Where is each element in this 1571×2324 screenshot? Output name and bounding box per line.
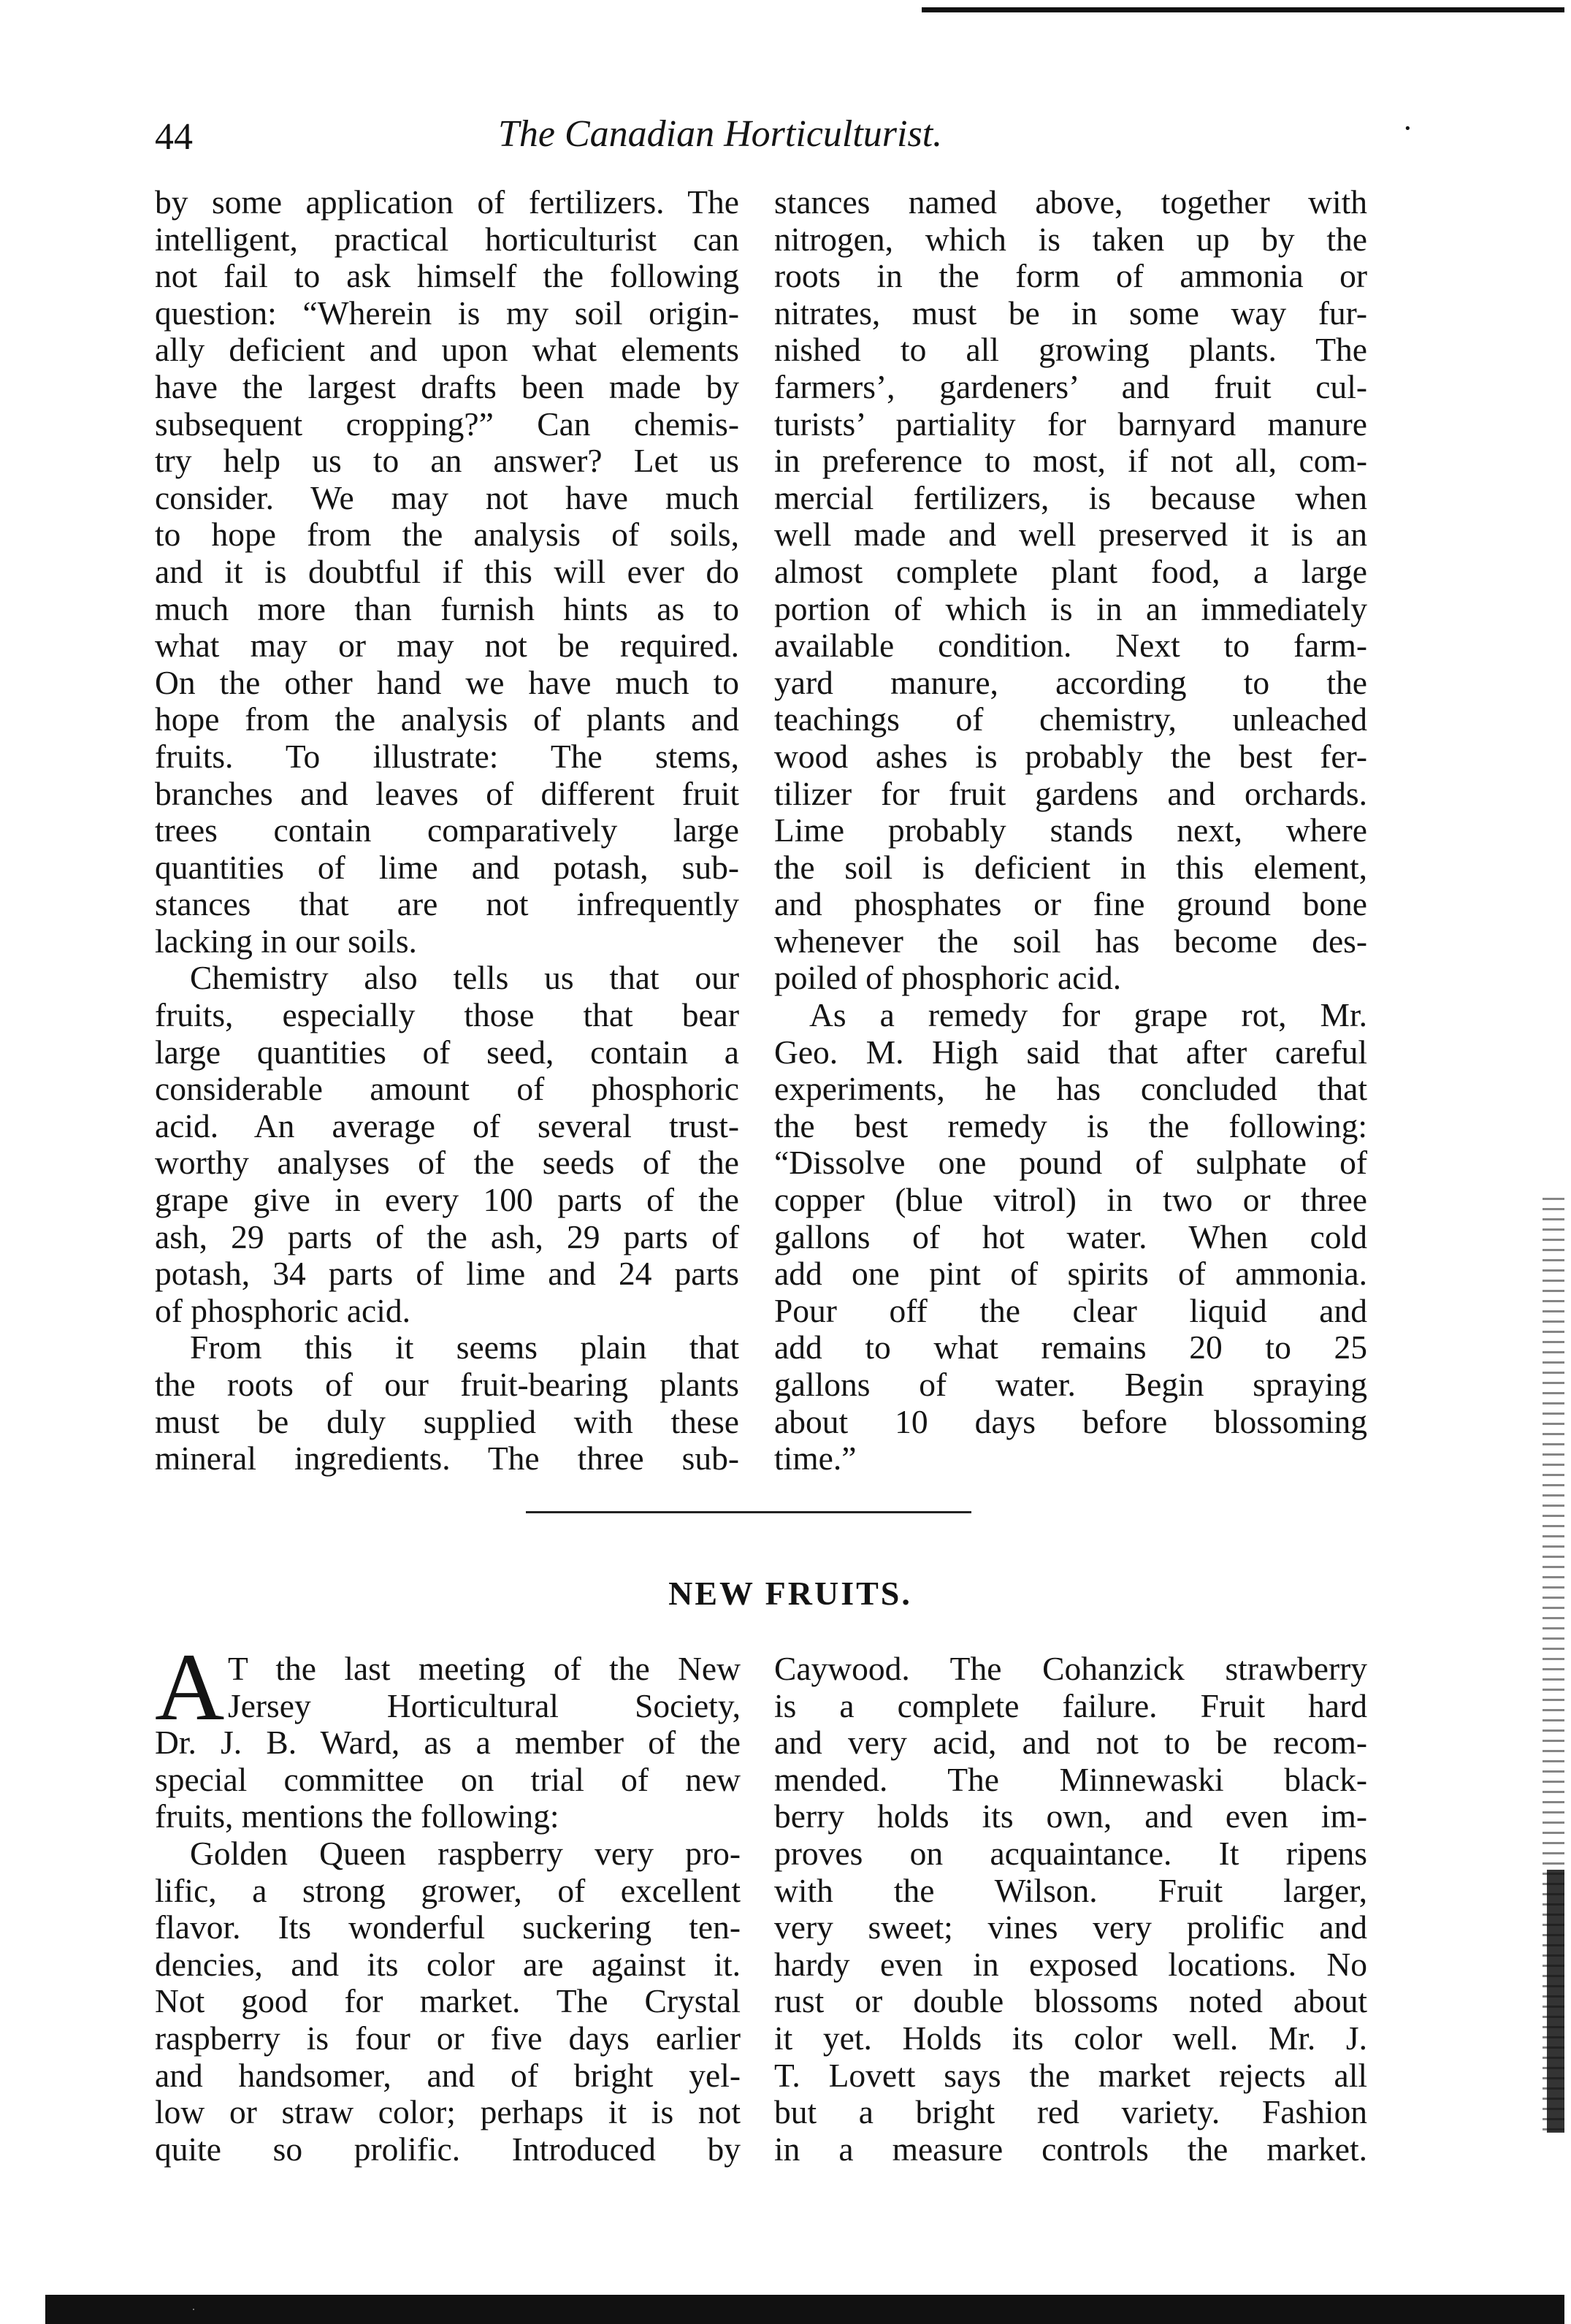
text-line: T. Lovett says the market rejects all: [774, 2056, 1367, 2094]
page-header: [155, 110, 1426, 168]
text-line: Geo. M. High said that after careful: [774, 1033, 1367, 1071]
text-line: is a complete failure. Fruit hard: [774, 1686, 1367, 1724]
text-line: quite so prolific. Introduced by: [155, 2130, 741, 2168]
text-line: nitrates, must be in some way fur-: [774, 294, 1367, 332]
text-line: and handsomer, and of bright yel-: [155, 2056, 741, 2094]
text-line: stances that are not infrequently: [155, 885, 739, 923]
text-line: Jersey Horticultural Society,: [228, 1686, 741, 1724]
text-line: “Dissolve one pound of sulphate of: [774, 1144, 1367, 1182]
text-line: raspberry is four or five days earlier: [155, 2019, 741, 2057]
text-line: intelligent, practical horticulturist can: [155, 220, 739, 258]
text-line: and it is doubtful if this will ever do: [155, 552, 739, 590]
section-title: NEW FRUITS.: [668, 1575, 912, 1612]
text-line: Caywood. The Cohanzick strawberry: [774, 1650, 1367, 1687]
text-line: quantities of lime and potash, sub-: [155, 848, 739, 886]
text-line: stances named above, together with: [774, 183, 1367, 221]
text-line: in a measure controls the market.: [774, 2130, 1367, 2168]
section-divider: [526, 1511, 971, 1513]
text-line: of phosphoric acid.: [155, 1291, 411, 1329]
page-edge-shadow: [1547, 1870, 1564, 2133]
article-left-column: [155, 184, 739, 1478]
text-line: flavor. Its wonderful suckering ten-: [155, 1908, 741, 1946]
text-line: worthy analyses of the seeds of the: [155, 1144, 739, 1182]
stray-mark: ·: [1402, 110, 1413, 146]
text-line: roots in the form of ammonia or: [774, 257, 1367, 295]
text-line: with the Wilson. Fruit larger,: [774, 1871, 1367, 1909]
text-line: On the other hand we have much to: [155, 663, 739, 701]
text-line: what may or may not be required.: [155, 627, 739, 665]
top-rule: [922, 7, 1564, 12]
running-title: The Canadian Horticulturist.: [498, 113, 943, 155]
text-line: whenever the soil has become des-: [774, 922, 1367, 960]
text-line: have the largest drafts been made by: [155, 367, 739, 405]
text-line: question: “Wherein is my soil origin-: [155, 294, 739, 332]
text-line: gallons of water. Begin spraying: [774, 1366, 1367, 1403]
text-line: hope from the analysis of plants and: [155, 700, 739, 738]
text-line: mended. The Minnewaski black-: [774, 1760, 1367, 1798]
text-line: try help us to an answer? Let us: [155, 442, 739, 480]
text-line: in preference to most, if not all, com-: [774, 442, 1367, 480]
text-line: add to what remains 20 to 25: [774, 1329, 1367, 1367]
text-line: but a bright red variety. Fashion: [774, 2093, 1367, 2131]
text-line: dencies, and its color are against it.: [155, 1945, 741, 1983]
text-line: by some application of fertilizers. The: [155, 183, 739, 221]
section-left-column: [155, 1651, 741, 2168]
stray-mark: ·: [191, 2302, 196, 2317]
text-line: much more than furnish hints as to: [155, 589, 739, 627]
text-line: it yet. Holds its color well. Mr. J.: [774, 2019, 1367, 2057]
article-right-column: [774, 184, 1367, 1478]
text-line: time.”: [774, 1440, 857, 1478]
text-line: Chemistry also tells us that our: [190, 959, 739, 997]
text-line: poiled of phosphoric acid.: [774, 959, 1122, 997]
text-line: copper (blue vitrol) in two or three: [774, 1181, 1367, 1219]
text-line: hardy even in exposed locations. No: [774, 1945, 1367, 1983]
text-line: Dr. J. B. Ward, as a member of the: [155, 1724, 741, 1762]
drop-cap: A: [155, 1633, 225, 1740]
text-line: large quantities of seed, contain a: [155, 1033, 739, 1071]
text-line: gallons of hot water. When cold: [774, 1218, 1367, 1255]
text-line: fruits, especially those that bear: [155, 996, 739, 1034]
text-line: add one pint of spirits of ammonia.: [774, 1255, 1367, 1293]
page-number: 44: [155, 116, 193, 158]
text-line: grape give in every 100 parts of the: [155, 1181, 739, 1219]
text-line: proves on acquaintance. It ripens: [774, 1834, 1367, 1872]
text-line: low or straw color; perhaps it is not: [155, 2093, 741, 2131]
text-line: and very acid, and not to be recom-: [774, 1724, 1367, 1762]
text-line: subsequent cropping?” Can chemis-: [155, 405, 739, 443]
text-line: available condition. Next to farm-: [774, 627, 1367, 665]
text-line: lific, a strong grower, of excellent: [155, 1871, 741, 1909]
text-line: consider. We may not have much: [155, 478, 739, 516]
text-line: nished to all growing plants. The: [774, 331, 1367, 369]
text-line: tilizer for fruit gardens and orchards.: [774, 774, 1367, 812]
text-line: well made and well preserved it is an: [774, 516, 1367, 554]
text-line: yard manure, according to the: [774, 663, 1367, 701]
text-line: fruits. To illustrate: The stems,: [155, 737, 739, 775]
text-line: not fail to ask himself the following: [155, 257, 739, 295]
text-line: the best remedy is the following:: [774, 1106, 1367, 1144]
text-line: almost complete plant food, a large: [774, 552, 1367, 590]
text-line: turists’ partiality for barnyard manure: [774, 405, 1367, 443]
text-line: nitrogen, which is taken up by the: [774, 220, 1367, 258]
text-line: farmers’, gardeners’ and fruit cul-: [774, 367, 1367, 405]
text-line: the roots of our fruit-bearing plants: [155, 1366, 739, 1403]
text-line: ally deficient and upon what elements: [155, 331, 739, 369]
text-line: fruits, mentions the following:: [155, 1797, 559, 1835]
text-line: must be duly supplied with these: [155, 1402, 739, 1440]
text-line: T the last meeting of the New: [228, 1650, 741, 1687]
text-line: From this it seems plain that: [190, 1329, 739, 1367]
section-right-column: [774, 1651, 1367, 2168]
text-line: special committee on trial of new: [155, 1760, 741, 1798]
text-line: mineral ingredients. The three sub-: [155, 1440, 739, 1478]
text-line: teachings of chemistry, unleached: [774, 700, 1367, 738]
text-line: Not good for market. The Crystal: [155, 1982, 741, 2020]
text-line: about 10 days before blossoming: [774, 1402, 1367, 1440]
text-line: considerable amount of phosphoric: [155, 1070, 739, 1108]
text-line: Lime probably stands next, where: [774, 811, 1367, 849]
text-line: ash, 29 parts of the ash, 29 parts of: [155, 1218, 739, 1255]
text-line: very sweet; vines very prolific and: [774, 1908, 1367, 1946]
text-line: Golden Queen raspberry very pro-: [190, 1834, 741, 1872]
text-line: experiments, he has concluded that: [774, 1070, 1367, 1108]
text-line: acid. An average of several trust-: [155, 1106, 739, 1144]
text-line: wood ashes is probably the best fer-: [774, 737, 1367, 775]
text-line: rust or double blossoms noted about: [774, 1982, 1367, 2020]
text-line: As a remedy for grape rot, Mr.: [809, 996, 1367, 1034]
text-line: Pour off the clear liquid and: [774, 1291, 1367, 1329]
text-line: to hope from the analysis of soils,: [155, 516, 739, 554]
text-line: and phosphates or fine ground bone: [774, 885, 1367, 923]
bottom-rule: [45, 2295, 1564, 2324]
text-line: branches and leaves of different fruit: [155, 774, 739, 812]
text-line: trees contain comparatively large: [155, 811, 739, 849]
text-line: portion of which is in an immediately: [774, 589, 1367, 627]
text-line: the soil is deficient in this element,: [774, 848, 1367, 886]
text-line: mercial fertilizers, is because when: [774, 478, 1367, 516]
text-line: berry holds its own, and even im-: [774, 1797, 1367, 1835]
text-line: lacking in our soils.: [155, 922, 417, 960]
text-line: potash, 34 parts of lime and 24 parts: [155, 1255, 739, 1293]
